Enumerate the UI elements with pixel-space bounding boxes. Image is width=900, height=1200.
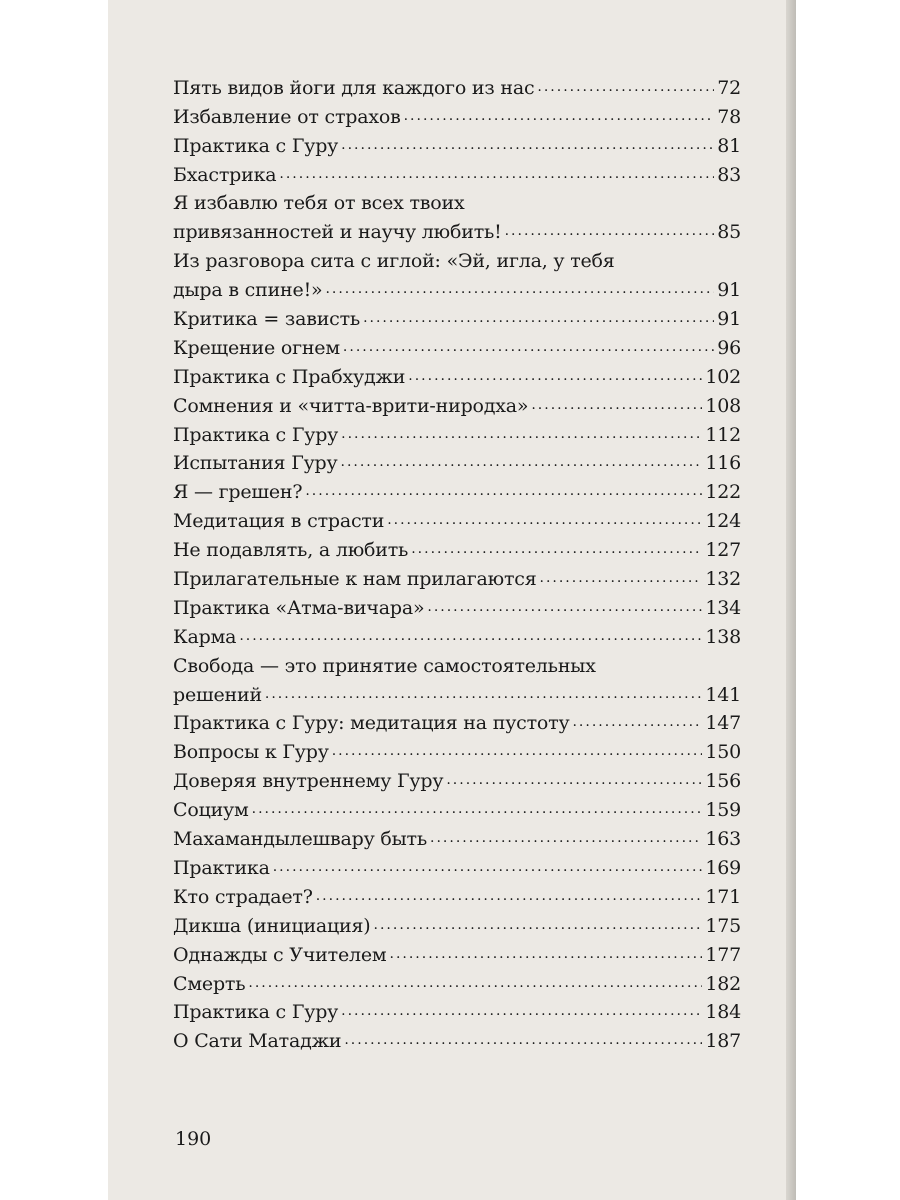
toc-leader-dots (325, 282, 714, 296)
toc-entry-page: 187 (705, 1030, 741, 1053)
toc-entry-title: Практика с Прабхуджи (173, 365, 406, 388)
toc-entry-title-line2: дыра в спине!» (173, 279, 323, 302)
toc-leader-dots (363, 311, 714, 325)
toc-leader-dots (374, 918, 703, 932)
toc-entry-page: 138 (705, 625, 741, 648)
toc-entry (173, 1023, 741, 1052)
toc-entry (173, 70, 741, 99)
toc-entry (173, 706, 741, 735)
toc-entry (173, 186, 741, 244)
toc-entry (173, 590, 741, 619)
toc-entry-title: Практика с Гуру (173, 134, 339, 157)
toc-leader-dots (537, 80, 714, 94)
toc-entry (173, 446, 741, 475)
toc-leader-dots (341, 138, 714, 152)
toc-entry-page: 72 (717, 76, 741, 99)
toc-entry (173, 330, 741, 359)
toc-entry-page: 141 (705, 683, 741, 706)
toc-entry-title: Бхастрика (173, 163, 277, 186)
toc-entry-title: Практика (173, 856, 270, 879)
toc-leader-dots (248, 976, 702, 990)
toc-entry-title: Практика «Атма-вичара» (173, 596, 425, 619)
toc-leader-dots (344, 1033, 702, 1047)
toc-entry-page: 81 (717, 134, 741, 157)
toc-entry-title: Доверяя внутреннему Гуру (173, 770, 444, 793)
toc-entry (173, 648, 741, 706)
toc-entry (173, 995, 741, 1024)
toc-entry (173, 243, 741, 301)
toc-entry (173, 474, 741, 503)
toc-leader-dots (572, 715, 702, 729)
toc-leader-dots (430, 831, 702, 845)
toc-entry-page: 78 (717, 105, 741, 128)
toc-entry (173, 821, 741, 850)
toc-leader-dots (341, 1004, 702, 1018)
toc-entry-page: 102 (705, 365, 741, 388)
toc-entry-title: Критика = зависть (173, 308, 361, 331)
toc-entry-page: 156 (705, 770, 741, 793)
toc-leader-dots (408, 369, 702, 383)
toc-entry-title-line2: привязанностей и научу любить! (173, 221, 502, 244)
toc-leader-dots (252, 802, 703, 816)
toc-entry-title: Пять видов йоги для каждого из нас (173, 76, 535, 99)
toc-entry (173, 937, 741, 966)
toc-entry-page: 182 (705, 972, 741, 995)
toc-entry-page: 122 (705, 481, 741, 504)
toc-entry-title: Крещение огнем (173, 336, 340, 359)
toc-entry (173, 503, 741, 532)
toc-entry-title: Медитация в страсти (173, 510, 385, 533)
toc-entry-page: 147 (705, 712, 741, 735)
toc-entry-page: 175 (705, 914, 741, 937)
toc-entry-title-line1: Свобода — это принятие самостоятельных (173, 654, 596, 677)
toc-entry (173, 850, 741, 879)
toc-entry-title: Карма (173, 625, 237, 648)
toc-leader-dots (265, 687, 702, 701)
toc-entry-title: Прилагательные к нам прилагаются (173, 568, 537, 591)
toc-entry-title: Практика с Гуру (173, 423, 339, 446)
toc-entry-page: 124 (705, 510, 741, 533)
toc-entry-page: 91 (717, 308, 741, 331)
toc-entry (173, 532, 741, 561)
toc-entry-title: Махамандылешвару быть (173, 828, 428, 851)
toc-entry-page: 96 (717, 336, 741, 359)
toc-entry (173, 157, 741, 186)
page-edge (786, 0, 796, 1200)
toc-leader-dots (387, 513, 702, 527)
toc-entry-title: Практика с Гуру (173, 1001, 339, 1024)
toc-entry-title: Кто страдает? (173, 885, 313, 908)
toc-leader-dots (341, 455, 703, 469)
toc-entry-page: 116 (705, 452, 741, 475)
toc-leader-dots (505, 224, 715, 238)
toc-entry-page: 91 (717, 279, 741, 302)
toc-entry (173, 417, 741, 446)
table-of-contents (173, 70, 741, 1052)
toc-entry-page: 85 (717, 221, 741, 244)
page-number: 190 (175, 1128, 212, 1150)
toc-entry-title-line1: Из разговора сита с иглой: «Эй, игла, у тебя (173, 250, 615, 273)
toc-entry-title: Смерть (173, 972, 246, 995)
toc-leader-dots (239, 629, 702, 643)
toc-leader-dots (316, 889, 703, 903)
toc-entry-title-line2: решений (173, 683, 262, 706)
toc-entry-title: Испытания Гуру (173, 452, 338, 475)
toc-leader-dots (343, 340, 714, 354)
toc-entry-title: Не подавлять, а любить (173, 539, 409, 562)
toc-entry (173, 763, 741, 792)
toc-leader-dots (273, 860, 703, 874)
toc-leader-dots (341, 427, 702, 441)
toc-entry-page: 112 (705, 423, 741, 446)
toc-entry-title: Практика с Гуру: медитация на пустоту (173, 712, 570, 735)
toc-entry-page: 127 (705, 539, 741, 562)
toc-entry (173, 619, 741, 648)
toc-entry (173, 879, 741, 908)
toc-entry-title: Дикша (инициация) (173, 914, 371, 937)
toc-entry (173, 128, 741, 157)
toc-entry (173, 359, 741, 388)
toc-leader-dots (390, 947, 703, 961)
toc-entry-page: 83 (717, 163, 741, 186)
toc-leader-dots (531, 398, 702, 412)
toc-leader-dots (332, 744, 703, 758)
toc-entry-title: Вопросы к Гуру (173, 741, 329, 764)
toc-entry-title: Однажды с Учителем (173, 943, 387, 966)
toc-leader-dots (404, 109, 715, 123)
toc-entry (173, 908, 741, 937)
toc-entry-page: 169 (705, 856, 741, 879)
toc-entry-title-line1: Я избавлю тебя от всех твоих (173, 192, 465, 215)
toc-entry-title: О Сати Матаджи (173, 1030, 342, 1053)
toc-entry (173, 388, 741, 417)
toc-entry (173, 99, 741, 128)
toc-entry-page: 163 (705, 828, 741, 851)
toc-entry (173, 792, 741, 821)
toc-entry-page: 159 (705, 799, 741, 822)
toc-entry-page: 171 (705, 885, 741, 908)
toc-entry-page: 134 (705, 596, 741, 619)
toc-entry (173, 734, 741, 763)
toc-entry (173, 561, 741, 590)
toc-entry-page: 184 (705, 1001, 741, 1024)
toc-leader-dots (540, 571, 703, 585)
toc-entry-page: 177 (705, 943, 741, 966)
toc-entry-title: Сомнения и «читта-врити-ниродха» (173, 394, 529, 417)
toc-entry-page: 108 (705, 394, 741, 417)
toc-entry-page: 132 (705, 568, 741, 591)
toc-leader-dots (411, 542, 702, 556)
toc-entry-title: Социум (173, 799, 249, 822)
toc-leader-dots (427, 600, 702, 614)
toc-entry-title: Избавление от страхов (173, 105, 401, 128)
toc-entry (173, 966, 741, 995)
toc-entry (173, 301, 741, 330)
toc-leader-dots (305, 484, 702, 498)
toc-entry-title: Я — грешен? (173, 481, 303, 504)
toc-leader-dots (446, 773, 702, 787)
toc-entry-page: 150 (705, 741, 741, 764)
toc-leader-dots (279, 167, 714, 181)
